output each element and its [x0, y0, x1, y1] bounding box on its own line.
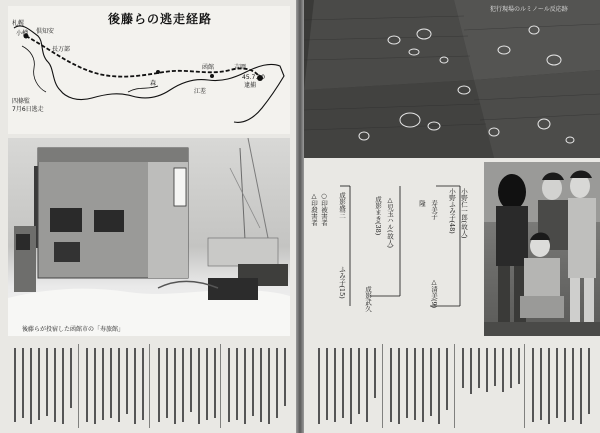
tree-victim: 成影まき(38)	[374, 196, 382, 236]
tree-husband: 隆	[418, 200, 426, 207]
tree-victim-parent: △児玉ハル(故人)	[386, 196, 394, 249]
tatami-photo	[304, 0, 600, 158]
right-page	[304, 0, 600, 433]
label-otaru: 小樽	[16, 30, 29, 37]
right-text-columns	[310, 344, 594, 428]
map-coastline	[8, 6, 290, 134]
women-illustration	[484, 162, 600, 336]
tree-legend-victim: ○印被害者	[320, 192, 328, 226]
map-note-right-1: 45.7.10	[242, 74, 265, 81]
map-title: 後藤らの逃走経路	[108, 12, 213, 26]
map-note-right-2: 逮捕	[244, 82, 257, 89]
tatami-illustration	[304, 0, 600, 158]
tatami-caption: 犯行現場のルミノール反応跡	[490, 6, 568, 13]
family-tree	[310, 166, 480, 336]
tree-mother: 小野ふみ子(48)	[448, 188, 456, 234]
left-text-content	[8, 344, 9, 345]
tree-other: 成影盛三	[338, 192, 346, 218]
left-text-lines	[8, 344, 290, 428]
left-text-columns	[8, 344, 290, 428]
map-note-left-1: 四條監	[12, 98, 31, 105]
book-gutter	[296, 0, 304, 433]
map-note-left-2: 7月6日逃走	[12, 106, 44, 113]
inn-photo	[8, 138, 290, 336]
tree-legend-killed: △印殺害者	[310, 192, 318, 226]
tree-child: 寿美子	[430, 200, 438, 220]
label-esashi: 江差	[194, 88, 207, 95]
inn-illustration	[8, 138, 290, 336]
label-kutchan: 倶知安	[36, 28, 55, 35]
left-page	[0, 0, 296, 433]
label-sapporo: 札幌	[12, 20, 25, 27]
right-text-content	[310, 344, 311, 345]
label-hakodate: 函館	[202, 64, 215, 71]
tree-father: 小野仁一郎(故人)	[460, 188, 468, 239]
tree-victim-child: 成影武久	[364, 286, 372, 312]
women-photo	[484, 162, 600, 336]
inn-photo-caption: 後藤らが投宿した函館市の「寿旅館」	[22, 326, 125, 333]
tree-other-child: ふみ子(15)	[338, 266, 346, 299]
label-yoshioka: 吉岡	[234, 64, 247, 71]
tree-grandchild: △清美(9)	[430, 278, 438, 309]
escape-route-map	[8, 6, 290, 134]
right-text-lines	[310, 344, 594, 428]
label-mori: 森	[150, 80, 157, 87]
label-oshamambe: 長万部	[52, 46, 71, 53]
